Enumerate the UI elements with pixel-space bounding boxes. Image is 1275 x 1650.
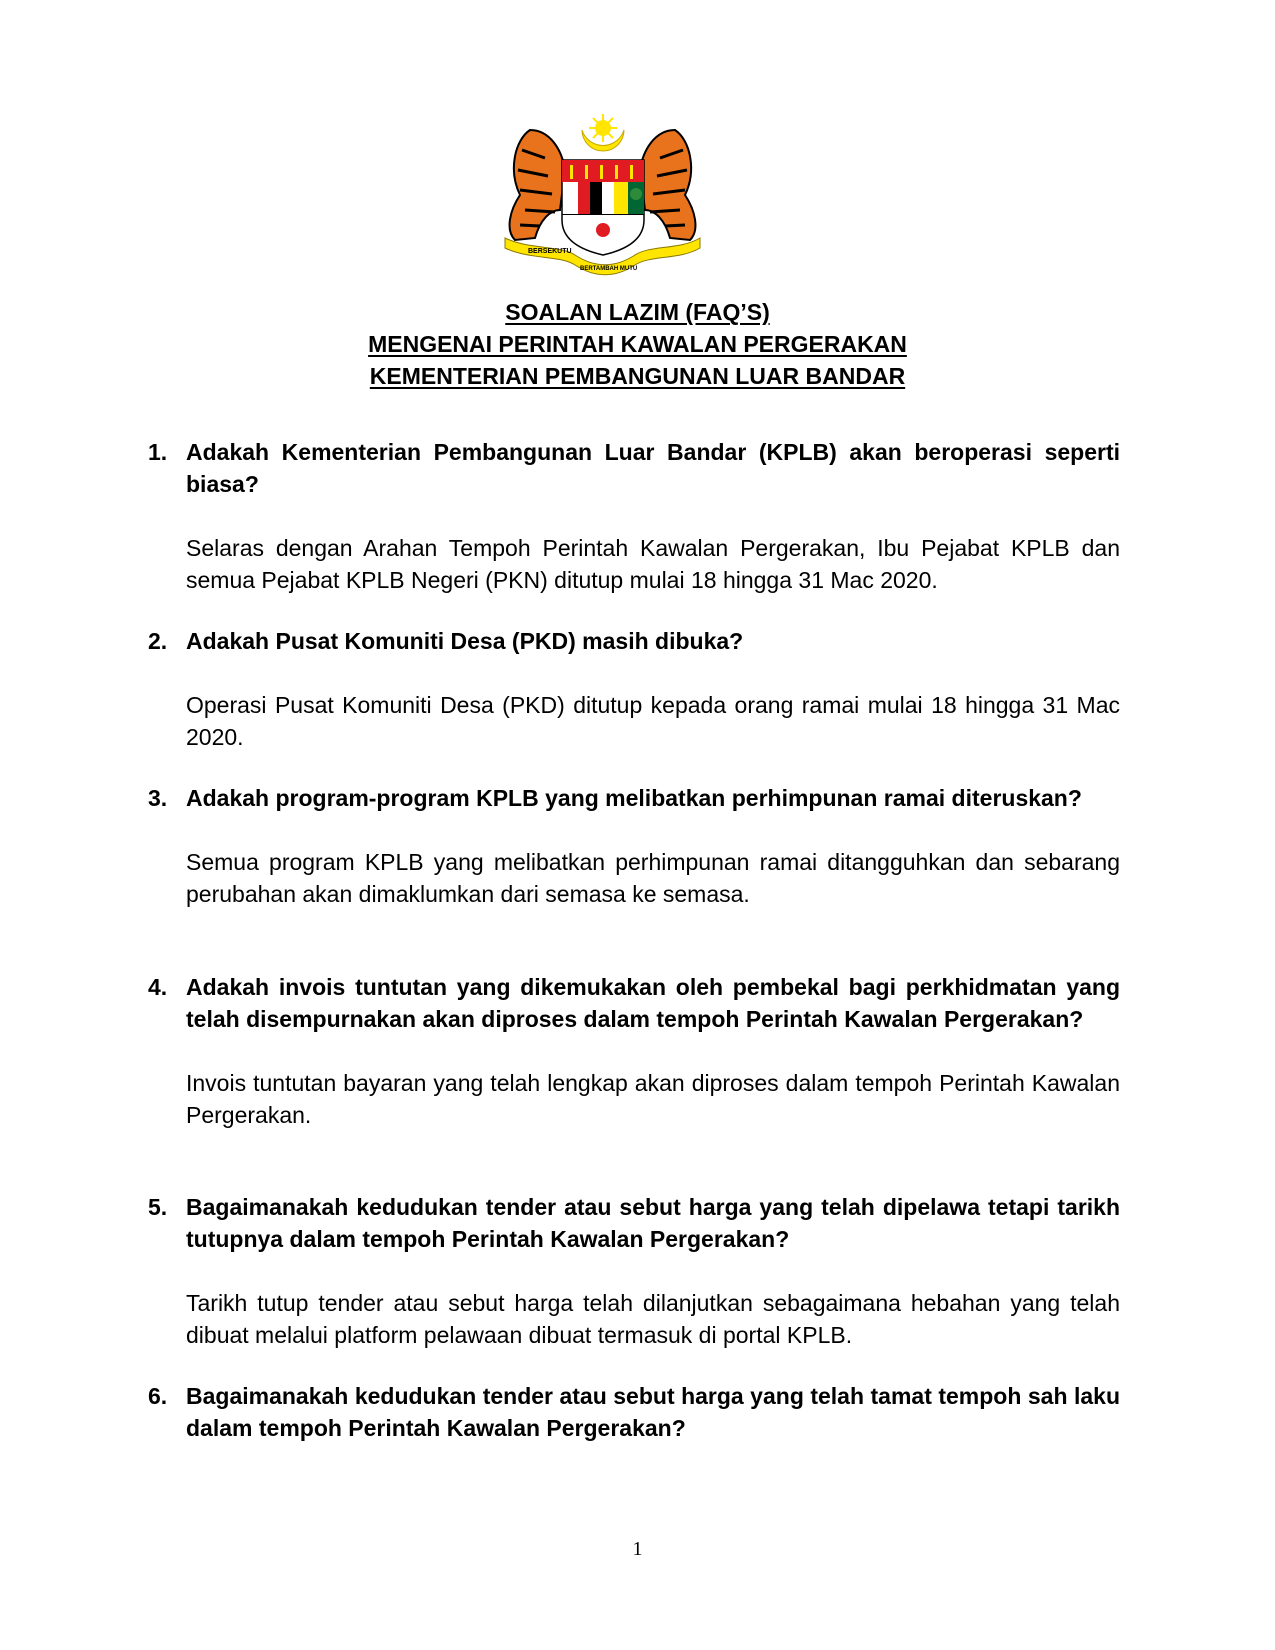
document-title: [0, 296, 1275, 392]
faq-question-text: Adakah Kementerian Pembangunan Luar Bandar (KPLB) akan beroperasi seperti biasa?: [186, 439, 1120, 497]
faq-number: 3.: [148, 785, 168, 811]
faq-answer: Invois tuntutan bayaran yang telah lengkap akan diproses dalam tempoh Perintah Kawalan Pergerakan.: [186, 1070, 1120, 1128]
faq-number: 2.: [148, 628, 168, 654]
faq-question: [148, 1191, 1120, 1255]
malaysia-coat-of-arms-icon: [500, 110, 705, 280]
title-line-3: KEMENTERIAN PEMBANGUNAN LUAR BANDAR: [369, 363, 906, 389]
faq-question: [148, 625, 1120, 657]
faq-answer: Semua program KPLB yang melibatkan perhimpunan ramai ditangguhkan dan sebarang perubahan akan dimaklumkan dari semasa ke semasa.: [186, 849, 1120, 907]
faq-item: [148, 1191, 1120, 1351]
faq-item: [148, 625, 1120, 753]
faq-question: [148, 1380, 1120, 1444]
title-line-2: MENGENAI PERINTAH KAWALAN PERGERAKAN: [368, 331, 907, 357]
faq-number: 6.: [148, 1383, 168, 1409]
title-line-1: SOALAN LAZIM (FAQ’S): [505, 299, 770, 325]
crest-motto-center: BERTAMBAH MUTU: [580, 266, 638, 272]
page-number: 1: [632, 1538, 643, 1560]
faq-question: [148, 971, 1120, 1035]
faq-question: [148, 436, 1120, 500]
faq-question-text: Bagaimanakah kedudukan tender atau sebut harga yang telah tamat tempoh sah laku dalam tempoh Perintah Kawalan Pergerakan?: [186, 1383, 1120, 1441]
faq-item: [148, 1380, 1120, 1444]
faq-question: [148, 782, 1120, 814]
faq-question-text: Adakah Pusat Komuniti Desa (PKD) masih dibuka?: [186, 628, 744, 654]
crest-motto-left: BERSEKUTU: [528, 248, 572, 255]
faq-question-text: Adakah invois tuntutan yang dikemukakan oleh pembekal bagi perkhidmatan yang telah disempurnakan akan diproses dalam tempoh Perintah Kawalan Pergerakan?: [186, 974, 1120, 1032]
faq-number: 1.: [148, 439, 168, 465]
faq-answer: Selaras dengan Arahan Tempoh Perintah Kawalan Pergerakan, Ibu Pejabat KPLB dan semua Pejabat KPLB Negeri (PKN) ditutup mulai 18 hingga 31 Mac 2020.: [186, 535, 1120, 593]
faq-answer: Tarikh tutup tender atau sebut harga telah dilanjutkan sebagaimana hebahan yang telah dibuat melalui platform pelawaan dibuat termasuk di portal KPLB.: [186, 1290, 1120, 1348]
faq-item: [148, 971, 1120, 1131]
faq-number: 4.: [148, 974, 168, 1000]
faq-number: 5.: [148, 1194, 168, 1220]
faq-item: [148, 436, 1120, 596]
faq-answer: Operasi Pusat Komuniti Desa (PKD) ditutup kepada orang ramai mulai 18 hingga 31 Mac 2020.: [186, 692, 1120, 750]
faq-question-text: Bagaimanakah kedudukan tender atau sebut harga yang telah dipelawa tetapi tarikh tutupnya dalam tempoh Perintah Kawalan Pergerakan?: [186, 1194, 1120, 1252]
faq-question-text: Adakah program-program KPLB yang melibatkan perhimpunan ramai diteruskan?: [186, 785, 1082, 811]
faq-item: [148, 782, 1120, 910]
